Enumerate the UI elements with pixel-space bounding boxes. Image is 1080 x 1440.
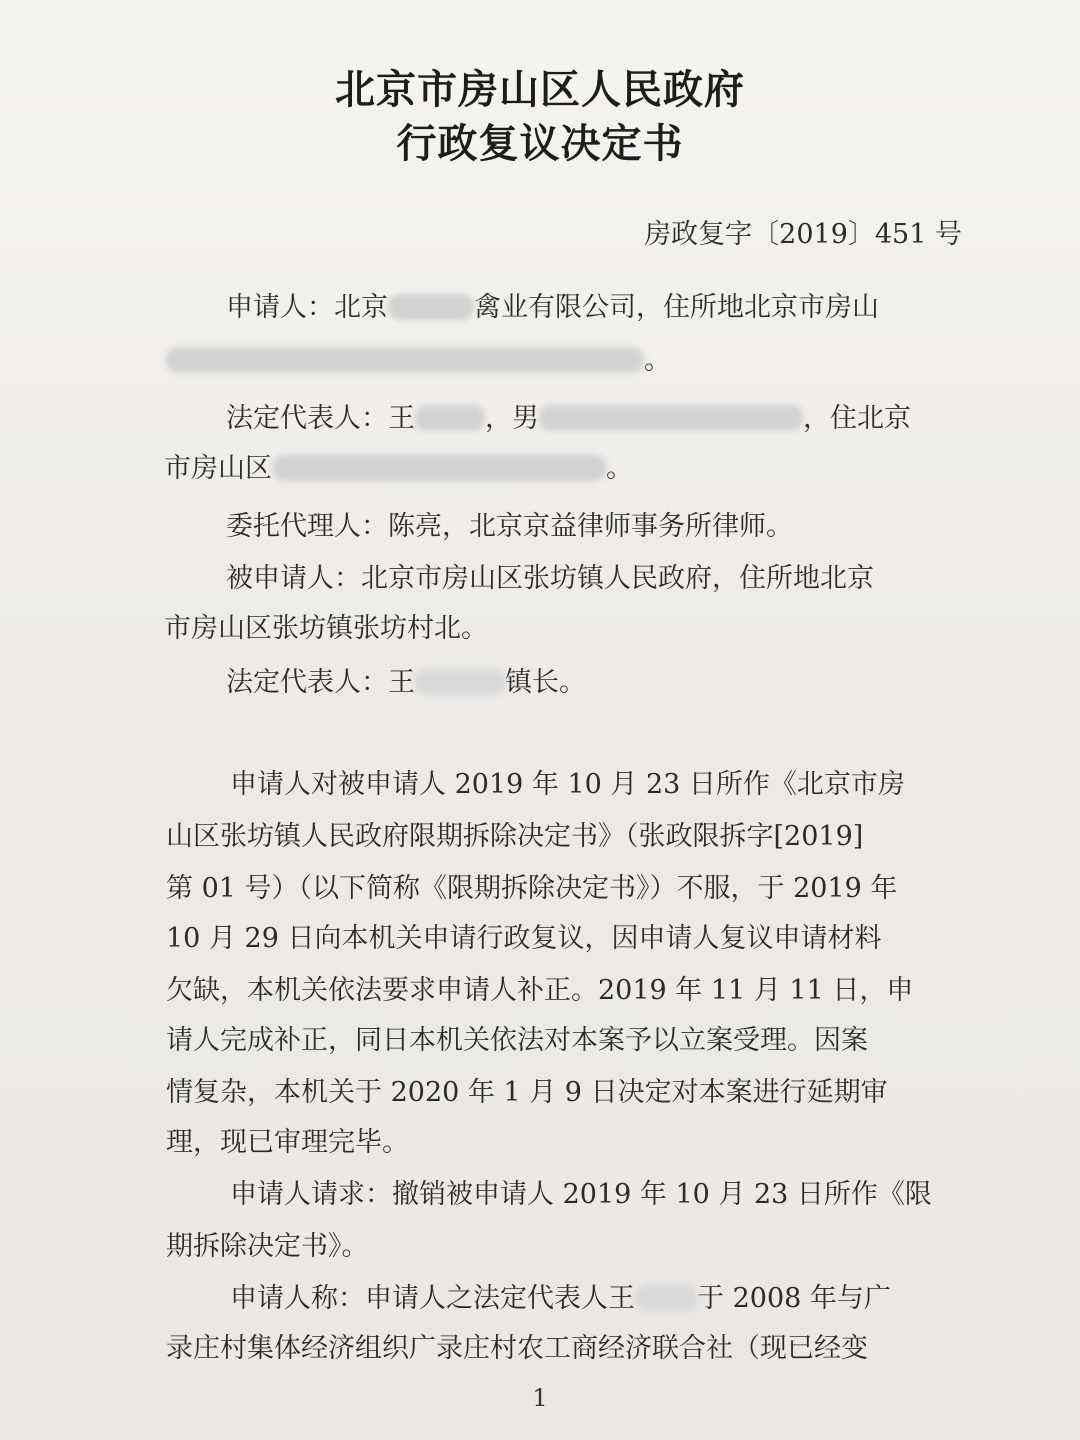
legal-rep-line [226, 396, 911, 435]
paragraph1-line: 申请人对被申请人 2019 年 10 月 23 日所作《北京市房 [230, 769, 905, 800]
respondent-line: 被申请人：北京市房山区张坊镇人民政府，住所地北京 [226, 563, 874, 594]
applicant-address-end: 。 [644, 345, 671, 376]
paragraph2-line: 申请人请求：撤销被申请人 2019 年 10 月 23 日所作《限 [230, 1179, 932, 1210]
respondent-address-line: 市房山区张坊镇张坊村北。 [164, 613, 488, 644]
paragraph1-line: 第 01 号）（以下简称《限期拆除决定书》）不服，于 2019 年 [166, 873, 898, 904]
applicant-line [226, 285, 879, 324]
legal-rep-address-start: 市房山区 [164, 453, 272, 484]
redaction-mark [388, 294, 474, 320]
document-title-line2: 行政复议决定书 [396, 121, 684, 167]
legal-rep-address-line [164, 446, 633, 485]
redaction-mark [272, 455, 606, 481]
paragraph3-text-end: 于 2008 年与广 [697, 1283, 891, 1314]
agent-line: 委托代理人：陈亮，北京京益律师事务所律师。 [226, 511, 793, 542]
redaction-mark [415, 405, 485, 431]
paragraph1-line: 请人完成补正，同日本机关依法对本案予以立案受理。因案 [166, 1025, 868, 1056]
applicant-name-rest: 禽业有限公司，住所地北京市房山 [474, 292, 879, 323]
paragraph1-line: 情复杂，本机关于 2020 年 1 月 9 日决定对本案进行延期审 [166, 1077, 888, 1108]
page-number: 1 [532, 1384, 548, 1412]
legal-rep-address-end: 。 [606, 453, 633, 484]
paragraph1-line: 10 月 29 日向本机关申请行政复议，因申请人复议申请材料 [166, 923, 882, 954]
applicant-label-text: 申请人：北京 [226, 292, 388, 323]
redaction-mark [539, 405, 803, 431]
redaction-mark [166, 347, 644, 373]
legal-rep-gender: ，男 [485, 403, 539, 434]
respondent-rep-label: 法定代表人：王 [226, 667, 415, 698]
respondent-rep-line [226, 660, 586, 699]
legal-rep-label: 法定代表人：王 [226, 403, 415, 434]
document-title-line1: 北京市房山区人民政府 [335, 67, 745, 113]
document-number: 房政复字〔2019〕451 号 [644, 219, 962, 250]
paragraph3-line [230, 1276, 891, 1315]
paragraph3-line: 录庄村集体经济组织广录庄村农工商经济联合社（现已经变 [166, 1333, 868, 1364]
legal-rep-residence: ，住北京 [803, 403, 911, 434]
redaction-mark [635, 1285, 697, 1311]
paragraph1-line: 理，现已审理完毕。 [166, 1127, 409, 1158]
applicant-address-line [166, 338, 671, 377]
paragraph1-line: 欠缺，本机关依法要求申请人补正。2019 年 11 月 11 日，申 [166, 975, 914, 1006]
respondent-rep-title: 镇长。 [505, 667, 586, 698]
redaction-mark [415, 669, 505, 695]
paragraph2-line: 期拆除决定书》。 [166, 1231, 369, 1262]
paragraph1-line: 山区张坊镇人民政府限期拆除决定书》（张政限拆字[2019] [166, 821, 864, 852]
paragraph3-text-start: 申请人称：申请人之法定代表人王 [230, 1283, 635, 1314]
